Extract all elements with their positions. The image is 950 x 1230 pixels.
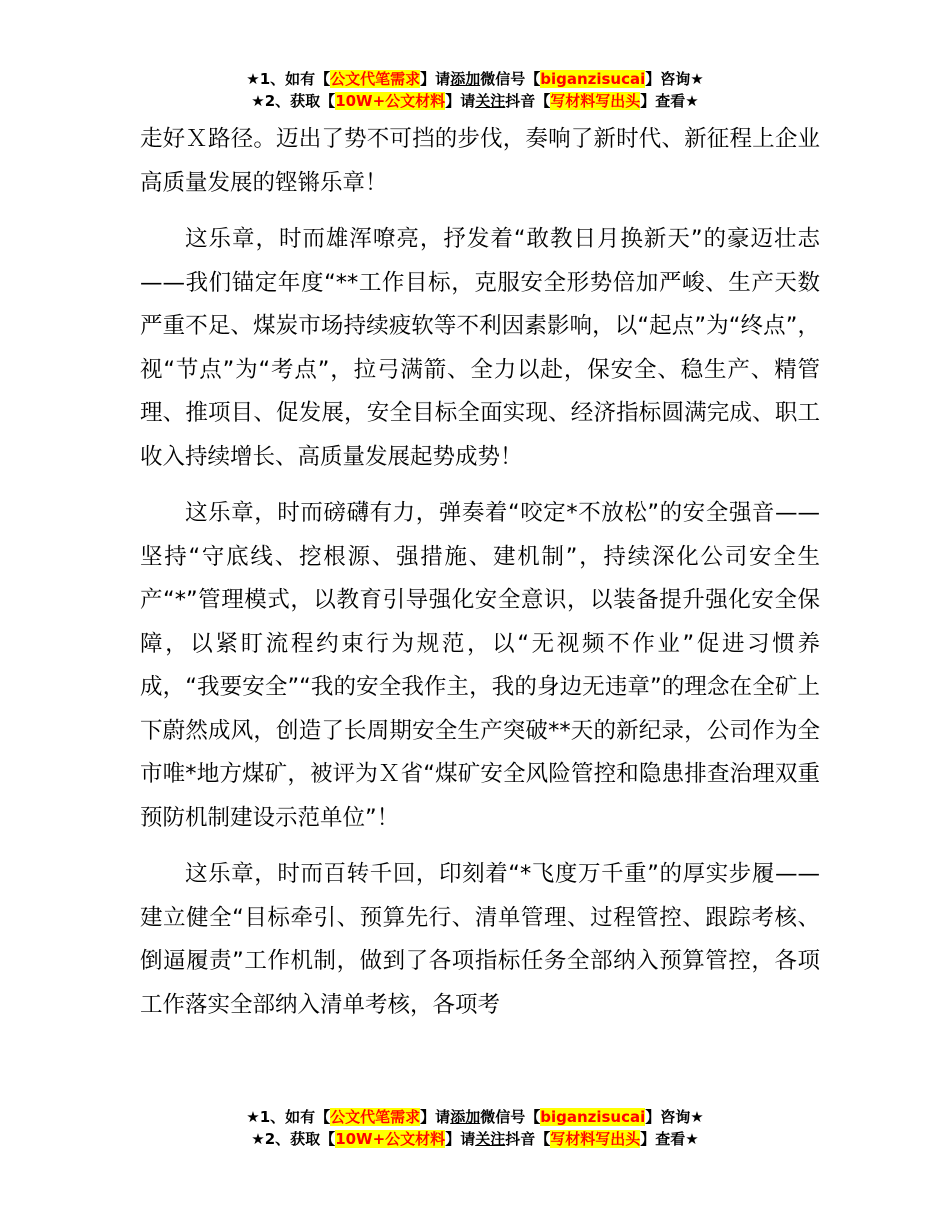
header-banner <box>0 68 950 112</box>
paragraph-4: 这乐章，时而百转千回，印刻着“*飞度万千重”的厚实步履——建立健全“目标牵引、预算先行、清单管理、过程管控、跟踪考核、倒逼履责”工作机制，做到了各项指标任务全部纳入预算管控，各项工作落实全部纳入清单考核，各项考 <box>140 861 820 1018</box>
banner-line-2: ★2、获取【10W+公文材料】请关注抖音【写材料写出头】查看★ <box>251 92 699 110</box>
document-body <box>140 118 820 1027</box>
highlight-douyin: 写材料写出头 <box>550 92 641 110</box>
highlight-materials: 10W+公文材料 <box>335 1130 446 1148</box>
paragraph-2: 这乐章，时而雄浑嘹亮，抒发着“敢教日月换新天”的豪迈壮志——我们锚定年度“**工作目标，克服安全形势倍加严峻、生产天数严重不足、煤炭市场持续疲软等不利因素影响，以“起点”为“终点”，视“节点”为“考点”，拉弓满箭、全力以赴，保安全、稳生产、精管理、推项目、促发展，安全目标全面实现、经济指标圆满完成、职工收入持续增长、高质量发展起势成势！ <box>140 226 820 470</box>
paragraph-3: 这乐章，时而磅礴有力，弹奏着“咬定*不放松”的安全强音——坚持“守底线、挖根源、强措施、建机制”，持续深化公司安全生产“*”管理模式，以教育引导强化安全意识，以装备提升强化安全保障，以紧盯流程约束行为规范，以“无视频不作业”促进习惯养成，“我要安全”“我的安全我作主，我的身边无违章”的理念在全矿上下蔚然成风，创造了长周期安全生产突破**天的新纪录，公司作为全市唯*地方煤矿，被评为Ｘ省“煤矿安全风险管控和隐患排查治理双重预防机制建设示范单位”！ <box>140 500 820 831</box>
highlight-douyin: 写材料写出头 <box>550 1130 641 1148</box>
banner-line-1: ★1、如有【公文代笔需求】请添加微信号【biganzisucai】咨询★ <box>246 70 704 88</box>
highlight-materials: 10W+公文材料 <box>335 92 446 110</box>
highlight-ghostwriting: 公文代笔需求 <box>330 70 421 88</box>
banner-line-1: ★1、如有【公文代笔需求】请添加微信号【biganzisucai】咨询★ <box>246 1108 704 1126</box>
highlight-wechat-id: biganzisucai <box>540 70 646 88</box>
paragraph-1: 走好Ｘ路径。迈出了势不可挡的步伐，奏响了新时代、新征程上企业高质量发展的铿锵乐章！ <box>140 126 820 196</box>
footer-banner <box>0 1106 950 1150</box>
highlight-wechat-id: biganzisucai <box>540 1108 646 1126</box>
banner-line-2: ★2、获取【10W+公文材料】请关注抖音【写材料写出头】查看★ <box>251 1130 699 1148</box>
highlight-ghostwriting: 公文代笔需求 <box>330 1108 421 1126</box>
